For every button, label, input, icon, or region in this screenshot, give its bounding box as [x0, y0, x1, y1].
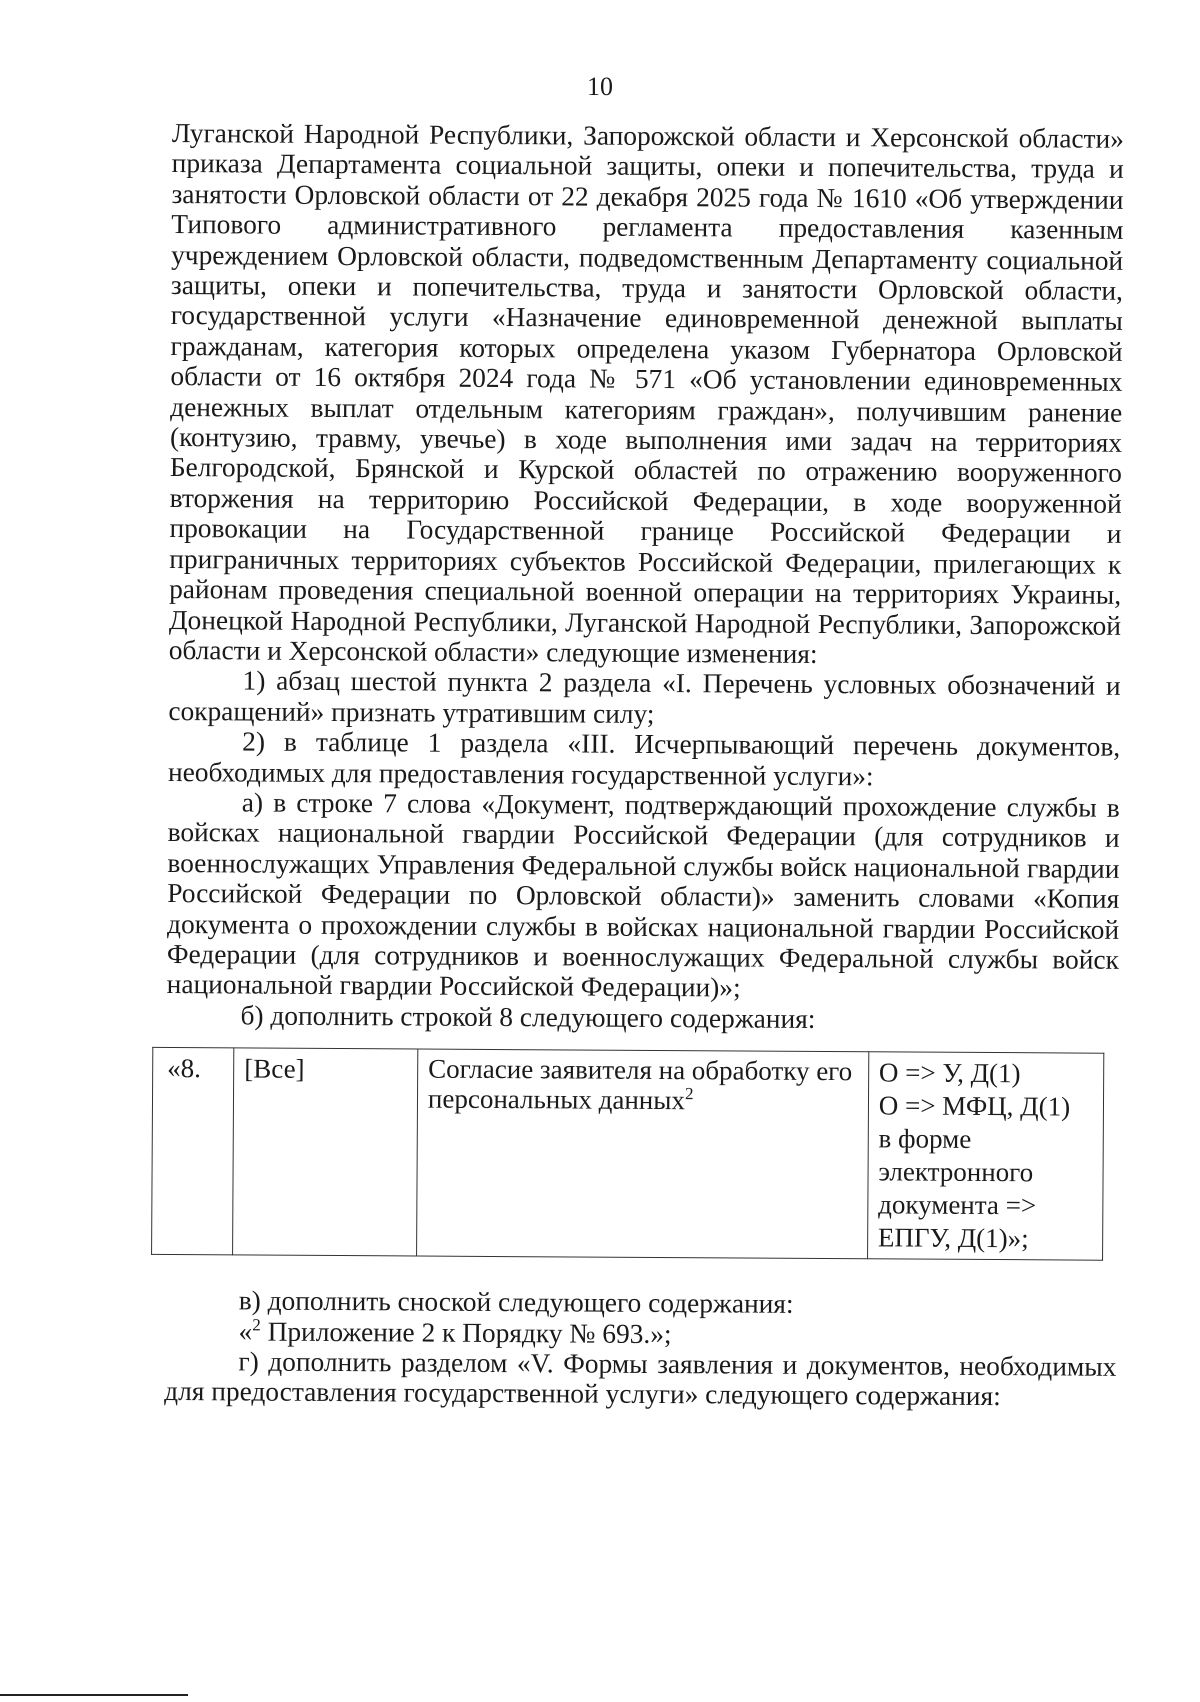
paragraph-intro: Луганской Народной Республики, Запорожской области и Херсонской области» приказа Департамента социальной защиты, опеки и попечительства, труда и занятости Орловской области от 22 декабря 2025 года № 1610 «Об утверждении Типового административного регламента предоставления казенным учреждением Орловской области, подведомственным Департаменту социальной защиты, опеки и попечительства, труда и занятости Орловской области, государственной услуги «Назначение единовременной денежной выплаты гражданам, категория которых определена указом Губернатора Орловской области от 16 октября 2024 года № 571 «Об установлении единовременных денежных выплат отдельным категориям граждан», получившим ранение (контузию, травму, увечье) в ходе выполнения ими задач на территориях Белгородской, Брянской и Курской областей по отражению вооруженного вторжения на территорию Российской Федерации, в ходе вооруженной провокации на Государственной границе Российской Федерации и приграничных территориях субъектов Российской Федерации, прилегающих к районам проведения специальной военной операции на территориях Украины, Донецкой Народной Республики, Луганской Народной Республики, Запорожской области и Херсонской области» следующие изменения:: [168, 118, 1124, 669]
submission-line: О => У, Д(1): [878, 1057, 1021, 1089]
submission-cell: [867, 1052, 1103, 1260]
document-cell: [417, 1049, 869, 1259]
category-cell: [Все]: [233, 1048, 418, 1256]
submission-line: ЕПГУ, Д(1)»;: [877, 1222, 1029, 1254]
footnote-divider: [0, 1694, 188, 1696]
table-row: [152, 1048, 1104, 1261]
footnote-text: Приложение 2 к Порядку № 693.»;: [260, 1316, 672, 1349]
submission-line: О => МФЦ, Д(1): [878, 1090, 1071, 1122]
paragraph-item-v: в) дополнить сноской следующего содержания:: [238, 1285, 794, 1320]
footnote-ref: 2: [684, 1084, 694, 1104]
documents-table: [151, 1047, 1104, 1261]
paragraph-item-a: а) в строке 7 слова «Документ, подтверждающий прохождение службы в войсках национальной гвардии Российской Федерации (для сотрудников и военнослужащих Управления Федеральной службы войск национальной гвардии Российской Федерации по Орловской области)» заменить словами «Копия документа о прохождении службы в войсках национальной гвардии Российской Федерации (для сотрудников и военнослужащих Федеральной службы войск национальной гвардии Российской Федерации)»;: [166, 787, 1120, 1003]
footnote-number: 2: [252, 1314, 261, 1335]
submission-line: электронного: [878, 1156, 1034, 1188]
paragraph-item-g: г) дополнить разделом «V. Формы заявления и документов, необходимых для предоставления государственной услуги» следующего содержания:: [164, 1346, 1117, 1412]
row-number-cell: «8.: [152, 1048, 234, 1255]
document-text: Согласие заявителя на обработку его персональных данных: [427, 1053, 853, 1116]
submission-line: документа =>: [878, 1189, 1037, 1221]
footnote-open-quote: «: [238, 1316, 253, 1347]
paragraph-item-b: б) дополнить строкой 8 следующего содержания:: [240, 1000, 816, 1034]
document-body: [164, 118, 1124, 1413]
submission-line: в форме: [878, 1123, 972, 1155]
paragraph-item-1: 1) абзац шестой пункта 2 раздела «I. Перечень условных обозначений и сокращений» признать утратившим силу;: [168, 665, 1121, 729]
page-number: 10: [587, 72, 613, 101]
paragraph-item-2: 2) в таблице 1 раздела «III. Исчерпывающий перечень документов, необходимых для предоставления государственной услуги»:: [167, 726, 1121, 791]
